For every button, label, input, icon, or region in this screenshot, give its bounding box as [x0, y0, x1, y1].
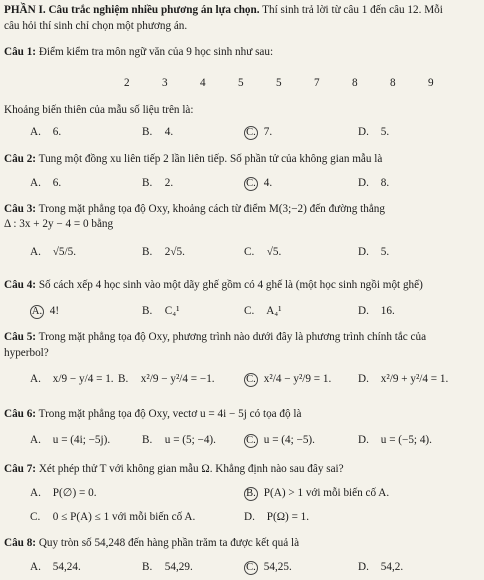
q6-option-b[interactable]: B. u = (5; −4). [142, 434, 216, 446]
part-heading-line [4, 3, 443, 17]
q4-option-d[interactable]: D. 16. [358, 305, 395, 317]
question-6-text: Trong mặt phẳng tọa độ Oxy, vectơ u = 4i − 5j có tọa độ là [38, 408, 302, 420]
q1-option-a[interactable]: A. 6. [30, 126, 62, 138]
q6-option-d[interactable]: D. u = (−5; 4). [358, 434, 432, 446]
question-1-prompt: Khoảng biến thiên của mẫu số liệu trên là: [4, 104, 194, 116]
question-3-label: Câu 3: [4, 203, 37, 215]
q2-option-b[interactable]: B. 2. [142, 177, 174, 189]
question-7-label: Câu 7: [4, 463, 37, 475]
score-value: 8 [352, 77, 358, 89]
q8-option-a[interactable]: A. 54,24. [30, 561, 81, 573]
question-8 [4, 536, 299, 550]
q3-option-a[interactable]: A. √5/5. [30, 246, 77, 258]
question-4 [4, 278, 423, 292]
q3-option-c[interactable]: C. √5. [244, 246, 282, 258]
question-6 [4, 407, 302, 421]
q7-option-b[interactable]: B. P(A) > 1 với mỗi biến cố A. [244, 486, 389, 501]
q8-option-d[interactable]: D. 54,2. [358, 561, 404, 573]
q6-option-a[interactable]: A. u = (4i; −5j). [30, 434, 111, 446]
q2-option-c[interactable]: C. 4. [244, 176, 272, 191]
q1-option-d[interactable]: D. 5. [358, 126, 390, 138]
score-value: 2 [124, 77, 130, 89]
q5-option-d[interactable]: D. x²/9 + y²/4 = 1. [358, 373, 449, 385]
question-4-text: Số cách xếp 4 học sinh vào một dãy ghế gồm có 4 ghế là (một học sinh ngồi một ghế) [38, 279, 423, 291]
q5-option-c[interactable]: C. x²/4 − y²/9 = 1. [244, 372, 331, 387]
question-5-text-cont: hyperbol? [4, 347, 49, 359]
q6-option-c[interactable]: C. u = (4; −5). [244, 433, 315, 448]
score-value: 8 [390, 77, 396, 89]
score-list [124, 76, 466, 90]
part-instruction-cont: câu hỏi thí sinh chỉ chọn một phương án. [4, 20, 188, 32]
question-5-text: Trong mặt phẳng tọa độ Oxy, phương trình nào dưới đây là phương trình chính tắc của [38, 331, 427, 343]
q4-option-a[interactable]: A. 4! [31, 305, 60, 317]
question-7 [4, 462, 344, 476]
q4-option-b[interactable]: B. C₄¹ [142, 305, 180, 317]
q7-option-d[interactable]: D. P(Ω) = 1. [244, 511, 310, 523]
question-1-text: Điểm kiểm tra môn ngữ văn của 9 học sinh như sau: [38, 46, 274, 58]
question-8-label: Câu 8: [4, 537, 37, 549]
q5-option-a[interactable]: A. x/9 − y/4 = 1. [30, 373, 114, 385]
question-4-label: Câu 4: [4, 279, 37, 291]
question-7-text: Xét phép thử T với không gian mẫu Ω. Khẳng định nào sau đây sai? [38, 463, 344, 475]
q7-option-c[interactable]: C. 0 ≤ P(A) ≤ 1 với mỗi biến cố A. [30, 511, 196, 523]
q8-option-b[interactable]: B. 54,29. [142, 561, 193, 573]
part-heading: PHẦN I. Câu trắc nghiệm nhiều phương án lựa chọn. [4, 4, 260, 16]
score-value: 7 [314, 77, 320, 89]
q2-option-a[interactable]: A. 6. [30, 177, 62, 189]
question-5-label: Câu 5: [4, 331, 37, 343]
question-8-text: Quy tròn số 54,248 đến hàng phần trăm ta được kết quả là [38, 537, 300, 549]
question-5 [4, 330, 426, 344]
question-6-label: Câu 6: [4, 408, 37, 420]
q2-option-d[interactable]: D. 8. [358, 177, 390, 189]
score-value: 4 [200, 77, 206, 89]
q8-option-c[interactable]: C. 54,25. [244, 560, 292, 575]
score-value: 5 [238, 77, 244, 89]
q5-option-b[interactable]: B. x²/9 − y²/4 = −1. [118, 373, 215, 385]
question-1 [4, 45, 273, 59]
q7-option-a[interactable]: A. P(∅) = 0. [30, 487, 97, 499]
question-3 [4, 202, 385, 216]
question-2-text: Tung một đồng xu liên tiếp 2 lần liên tiếp. Số phần tử của không gian mẫu là [38, 153, 383, 165]
question-1-label: Câu 1: [4, 46, 37, 58]
question-3-text: Trong mặt phẳng tọa độ Oxy, khoảng cách từ điểm M(3;−2) đến đường thẳng [38, 203, 385, 215]
score-value: 5 [276, 77, 282, 89]
question-3-text-cont: Δ : 3x + 2y − 4 = 0 bằng [4, 218, 114, 230]
part-instruction: Thí sinh trả lời từ câu 1 đến câu 12. Mỗi [262, 4, 443, 16]
q1-option-c[interactable]: C. 7. [244, 125, 272, 140]
score-value: 9 [428, 77, 434, 89]
score-value: 3 [162, 77, 168, 89]
q3-option-d[interactable]: D. 5. [358, 246, 390, 258]
q3-option-b[interactable]: B. 2√5. [142, 246, 185, 258]
question-2 [4, 152, 382, 166]
q4-option-c[interactable]: C. A₄¹ [244, 305, 282, 317]
question-2-label: Câu 2: [4, 153, 37, 165]
q1-option-b[interactable]: B. 4. [142, 126, 174, 138]
